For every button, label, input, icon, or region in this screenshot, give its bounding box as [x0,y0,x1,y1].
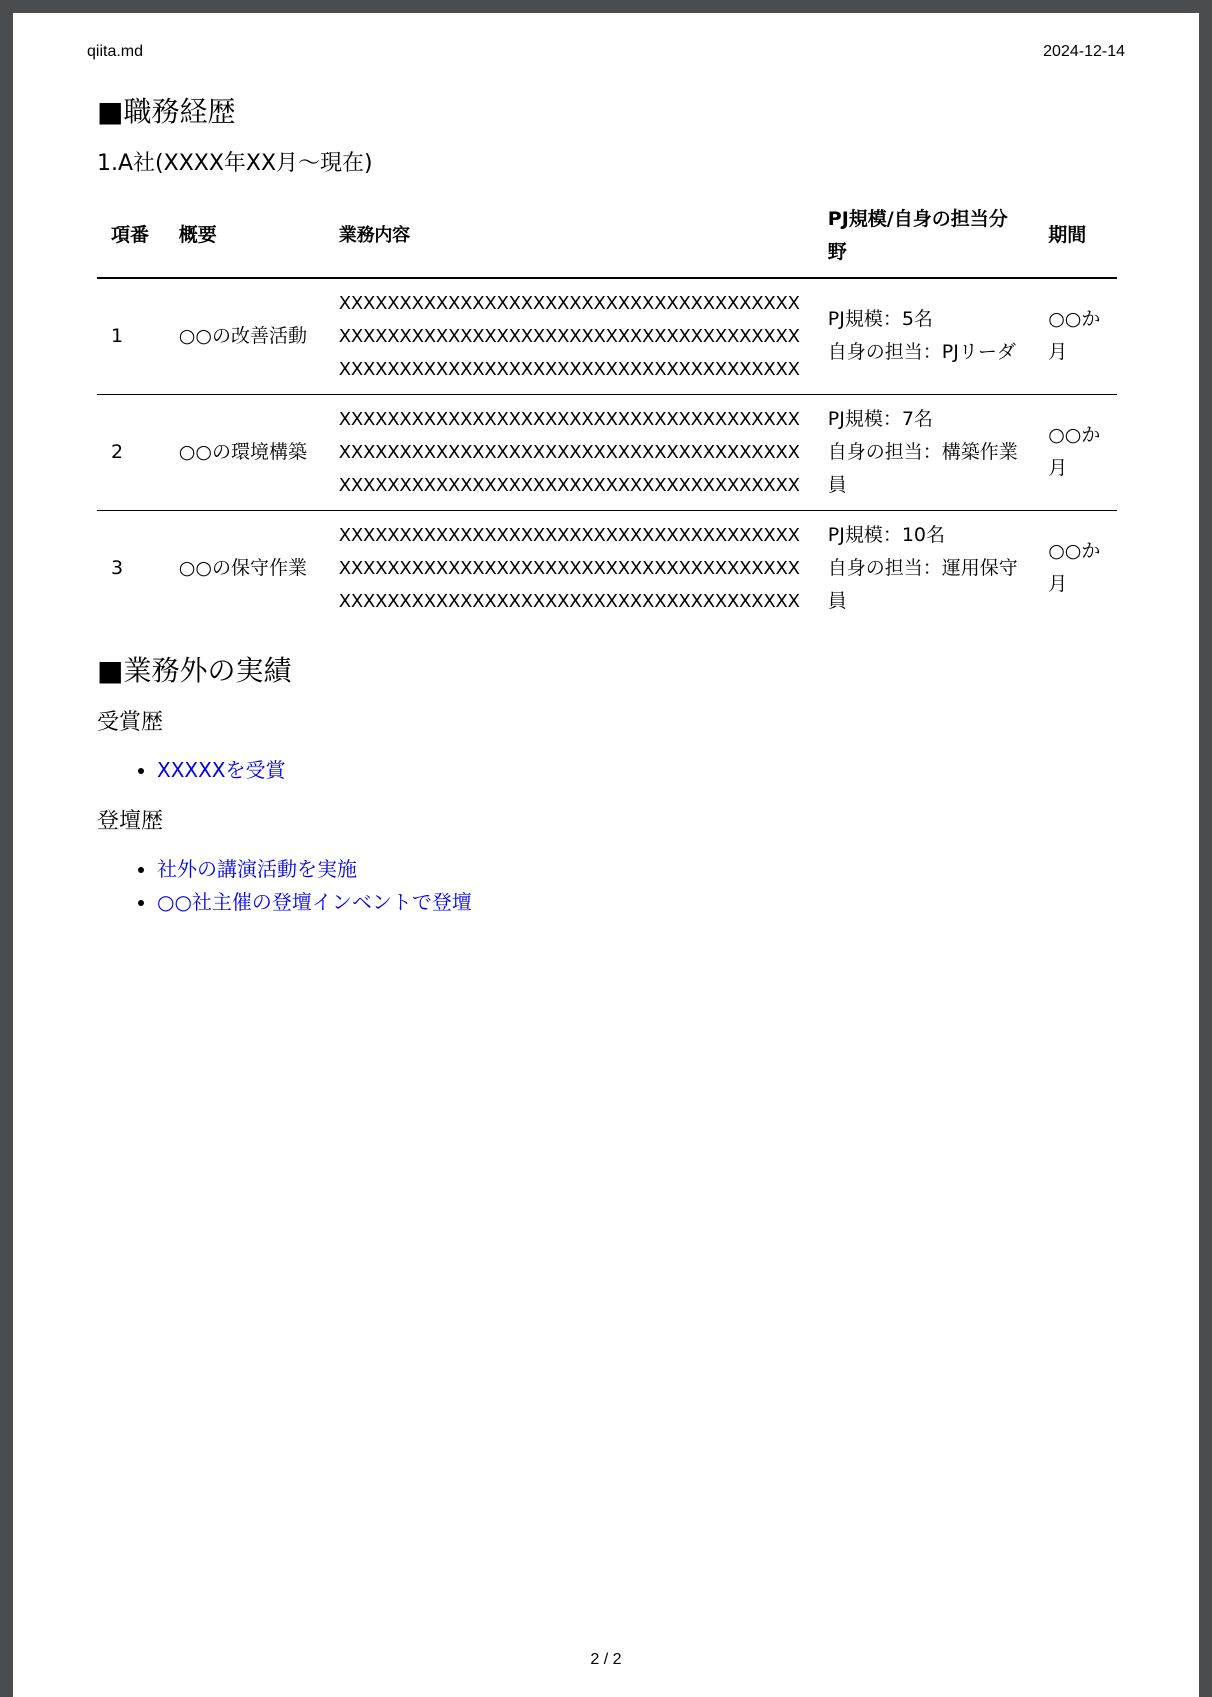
cell-summary: ○○の改善活動 [165,278,325,395]
detail-line: XXXXXXXXXXXXXXXXXXXXXXXXXXXXXXXXXXXXXX [338,474,800,496]
cell-pj [814,394,1034,510]
cell-summary: ○○の保守作業 [178,556,307,579]
pj-role: 自身の担当：運用保守員 [827,556,1018,612]
detail-line: XXXXXXXXXXXXXXXXXXXXXXXXXXXXXXXXXXXXXX [338,408,800,430]
career-table [97,199,1117,626]
detail-line: XXXXXXXXXXXXXXXXXXXXXXXXXXXXXXXXXXXXXX [338,590,800,612]
detail-line: XXXXXXXXXXXXXXXXXXXXXXXXXXXXXXXXXXXXXX [338,524,800,546]
detail-line: XXXXXXXXXXXXXXXXXXXXXXXXXXXXXXXXXXXXXX [338,441,800,463]
list-item [157,754,1117,787]
pj-role: 自身の担当：PJリーダ [827,341,1016,364]
cell-period: ○○か月 [1034,278,1117,395]
cell-detail [325,394,814,510]
list-item [157,853,1117,886]
award-link[interactable]: XXXXXを受賞 [157,757,286,782]
cell-pj [814,510,1034,626]
header-period: 期間 [1034,199,1117,278]
detail-line: XXXXXXXXXXXXXXXXXXXXXXXXXXXXXXXXXXXXXX [338,358,800,380]
header-summary: 概要 [165,199,325,278]
header-filename: qiita.md [87,43,144,60]
page-number: 2 / 2 [590,1651,622,1668]
list-item [157,886,1117,919]
talks-list [97,853,1117,919]
table-row [97,278,1117,395]
table-row [97,394,1117,510]
header-date: 2024-12-14 [1043,43,1125,60]
company-heading: 1.A社(XXXX年XX月～現在) [97,150,373,176]
header-pj: PJ規模/自身の担当分野 [814,199,1034,278]
talks-heading: 登壇歴 [97,808,164,834]
pj-size: PJ規模：5名 [827,308,933,331]
pj-size: PJ規模：10名 [827,523,946,546]
table-row [97,510,1117,626]
cell-period: ○○か月 [1034,394,1117,510]
document-page [13,13,1199,1697]
career-heading: ■職務経歴 [97,95,236,128]
cell-pj [814,278,1034,395]
cell-detail [325,278,814,395]
document-content [97,95,1117,941]
cell-period: ○○か月 [1048,540,1101,596]
header-no: 項番 [97,199,165,278]
talk-link[interactable]: 社外の講演活動を実施 [157,857,357,882]
cell-no: 2 [97,394,165,510]
detail-line: XXXXXXXXXXXXXXXXXXXXXXXXXXXXXXXXXXXXXX [338,557,800,579]
cell-detail [325,510,814,626]
detail-line: XXXXXXXXXXXXXXXXXXXXXXXXXXXXXXXXXXXXXX [338,325,800,347]
table-header-row [97,199,1117,278]
pj-size: PJ規模：7名 [827,407,933,430]
awards-heading: 受賞歴 [97,709,164,735]
pj-role: 自身の担当：構築作業員 [827,440,1018,496]
awards-list [97,754,1117,787]
cell-no: 1 [97,278,165,395]
talk-link[interactable]: ○○社主催の登壇インベントで登壇 [157,890,472,915]
detail-line: XXXXXXXXXXXXXXXXXXXXXXXXXXXXXXXXXXXXXX [338,292,800,314]
header-detail: 業務内容 [325,199,814,278]
cell-no: 3 [111,556,124,579]
cell-summary: ○○の環境構築 [165,394,325,510]
achievements-heading: ■業務外の実績 [97,653,292,687]
